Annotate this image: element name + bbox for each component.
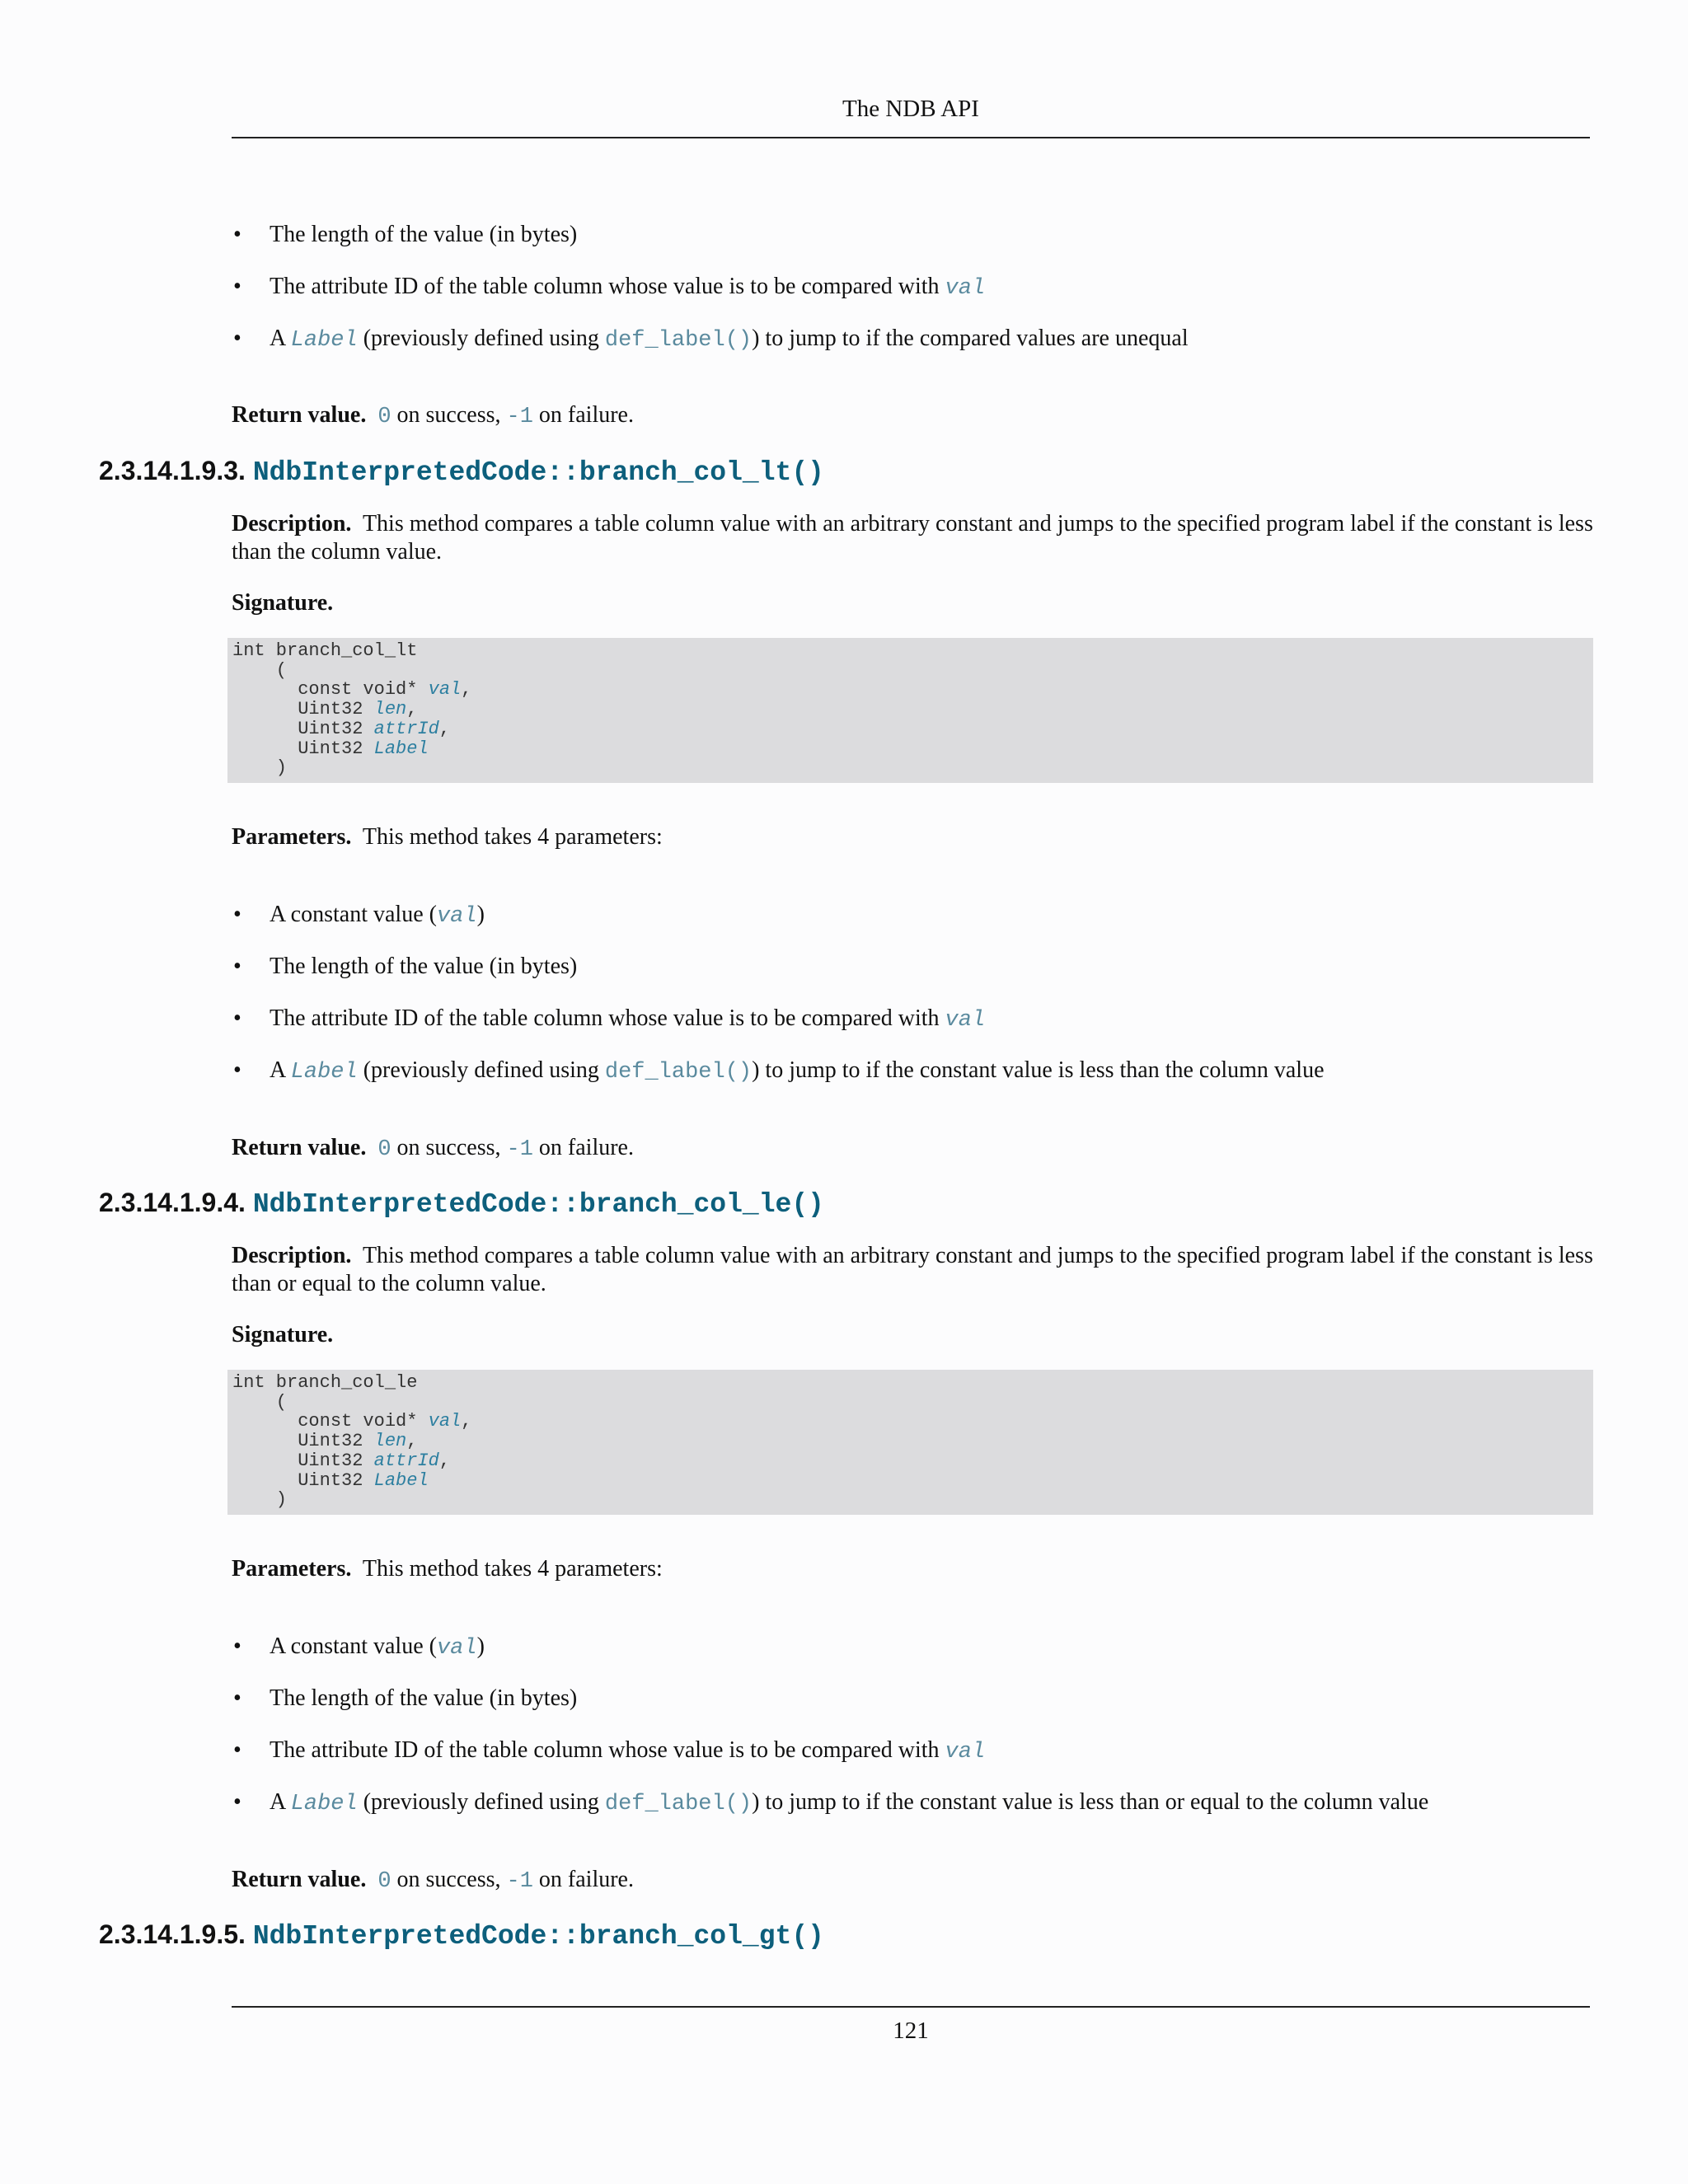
code-ref[interactable]: val — [945, 1740, 986, 1765]
method-link[interactable]: NdbInterpretedCode::branch_col_le() — [252, 1189, 824, 1220]
code-ref[interactable]: val — [945, 1008, 986, 1033]
def-label-link[interactable]: def_label() — [604, 1060, 753, 1085]
section-heading-branch-col-le: 2.3.14.1.9.4. NdbInterpretedCode::branch_col_le() — [99, 1188, 824, 1220]
code-ref[interactable]: val — [436, 1636, 477, 1661]
page-number: 121 — [893, 2018, 929, 2044]
intro-bullet-list — [232, 221, 1600, 377]
method-link[interactable]: NdbInterpretedCode::branch_col_lt() — [252, 457, 824, 488]
description: Description. This method compares a table column value with an arbitrary constant and jumps to the specified program label if the constant is less than the column value. — [232, 511, 1593, 565]
parameters-intro: Parameters. This method takes 4 parameters: — [232, 824, 663, 850]
list-item: • The attribute ID of the table column whose value is to be compared with val — [232, 1005, 1600, 1057]
signature-label: Signature. — [232, 590, 334, 616]
list-item: • The length of the value (in bytes) — [232, 953, 1600, 1005]
footer-rule — [232, 2006, 1590, 2008]
return-value: Return value. 0 on success, -1 on failure. — [232, 1135, 634, 1162]
list-item: • The attribute ID of the table column whose value is to be compared with val — [232, 1736, 1600, 1788]
header-rule — [232, 137, 1590, 138]
parameters-intro: Parameters. This method takes 4 parameters: — [232, 1556, 663, 1582]
parameter-list — [232, 901, 1600, 1108]
label-link[interactable]: Label — [290, 1792, 358, 1816]
list-item: • A Label (previously defined using def_label()) to jump to if the constant value is less than the column value — [232, 1057, 1600, 1108]
signature-code-block: int branch_col_le ( const void* val, Uint32 len, Uint32 attrId, Uint32 Label ) — [227, 1370, 1593, 1515]
return-value: Return value. 0 on success, -1 on failure. — [232, 402, 634, 429]
list-item: • The length of the value (in bytes) — [232, 221, 1600, 273]
list-item: • A Label (previously defined using def_label()) to jump to if the compared values are unequal — [232, 325, 1600, 377]
code-ref[interactable]: val — [945, 276, 986, 301]
description: Description. This method compares a table column value with an arbitrary constant and jumps to the specified program label if the constant is less than or equal to the column value. — [232, 1243, 1593, 1296]
list-item: • A Label (previously defined using def_label()) to jump to if the constant value is less than or equal to the column value — [232, 1788, 1600, 1840]
section-heading-branch-col-lt: 2.3.14.1.9.3. NdbInterpretedCode::branch_col_lt() — [99, 456, 824, 488]
def-label-link[interactable]: def_label() — [604, 1792, 753, 1816]
signature-code-block: int branch_col_lt ( const void* val, Uint32 len, Uint32 attrId, Uint32 Label ) — [227, 638, 1593, 783]
list-item: • The attribute ID of the table column whose value is to be compared with val — [232, 273, 1600, 325]
section-heading-branch-col-gt: 2.3.14.1.9.5. NdbInterpretedCode::branch_col_gt() — [99, 1919, 824, 1952]
list-item: • A constant value (val) — [232, 1633, 1600, 1685]
label-link[interactable]: Label — [290, 328, 358, 353]
signature-label: Signature. — [232, 1322, 334, 1347]
label-link[interactable]: Label — [290, 1060, 358, 1085]
page-header: The NDB API — [842, 96, 979, 122]
parameter-list — [232, 1633, 1600, 1840]
def-label-link[interactable]: def_label() — [604, 328, 753, 353]
return-value: Return value. 0 on success, -1 on failure. — [232, 1867, 634, 1894]
list-item: • A constant value (val) — [232, 901, 1600, 953]
code-ref[interactable]: val — [436, 904, 477, 929]
method-link[interactable]: NdbInterpretedCode::branch_col_gt() — [252, 1921, 824, 1952]
list-item: • The length of the value (in bytes) — [232, 1685, 1600, 1736]
